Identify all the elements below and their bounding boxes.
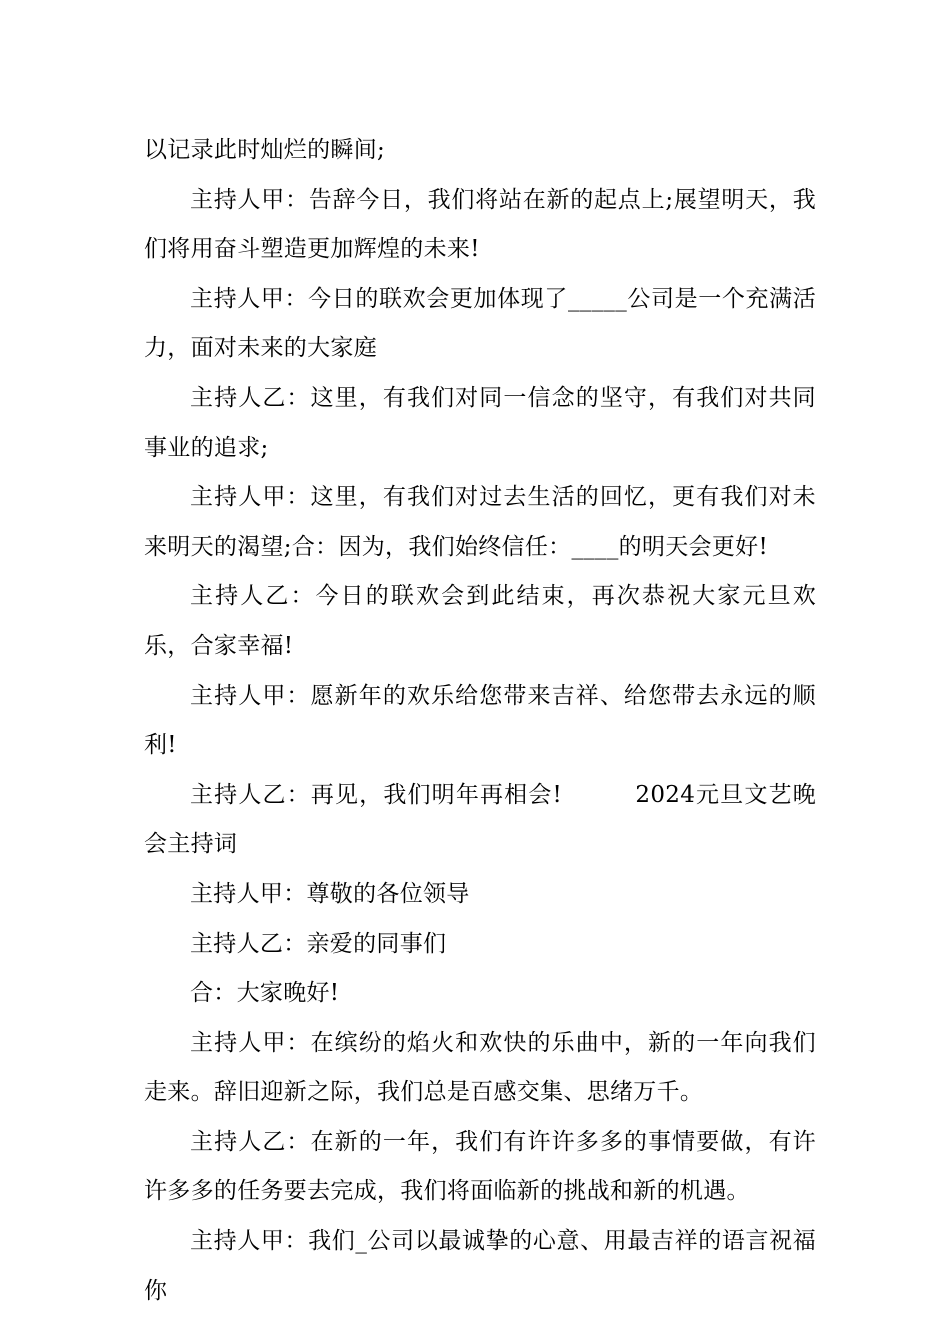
paragraph-continuation: 以记录此时灿烂的瞬间; <box>144 137 386 163</box>
paragraph: 主持人乙：亲爱的同事们 <box>190 930 447 957</box>
document-body <box>144 126 816 1316</box>
paragraph: 主持人甲：愿新年的欢乐给您带来吉祥、给您带去永远的顺利! <box>144 682 816 759</box>
paragraph: 主持人乙：这里，有我们对同一信念的坚守，有我们对共同事业的追求; <box>144 384 816 461</box>
paragraph: 主持人甲：今日的联欢会更加体现了_____公司是一个充满活力，面对未来的大家庭 <box>144 285 816 362</box>
paragraph: 主持人甲：告辞今日，我们将站在新的起点上;展望明天，我们将用奋斗塑造更加辉煌的未来! <box>144 186 816 263</box>
paragraph: 主持人乙：在新的一年，我们有许许多多的事情要做，有许许多多的任务要去完成，我们将面临新的挑战和新的机遇。 <box>144 1128 816 1205</box>
paragraph: 主持人甲：尊敬的各位领导 <box>190 880 470 907</box>
paragraph: 主持人甲：这里，有我们对过去生活的回忆，更有我们对未来明天的渴望;合：因为，我们始终信任：____的明天会更好! <box>144 484 816 560</box>
paragraph: 合：大家晚好! <box>190 980 340 1007</box>
paragraph: 主持人乙：今日的联欢会到此结束，再次恭祝大家元旦欢乐，合家幸福! <box>144 583 816 659</box>
paragraph: 主持人甲：我们_公司以最诚挚的心意、用最吉祥的语言祝福你 <box>144 1228 816 1304</box>
paragraph: 主持人甲：在缤纷的焰火和欢快的乐曲中，新的一年向我们走来。辞旧迎新之际，我们总是百感交集、思绪万千。 <box>144 1029 816 1106</box>
paragraph: 主持人乙：再见，我们明年再相会! 2024元旦文艺晚会主持词 <box>144 781 816 858</box>
